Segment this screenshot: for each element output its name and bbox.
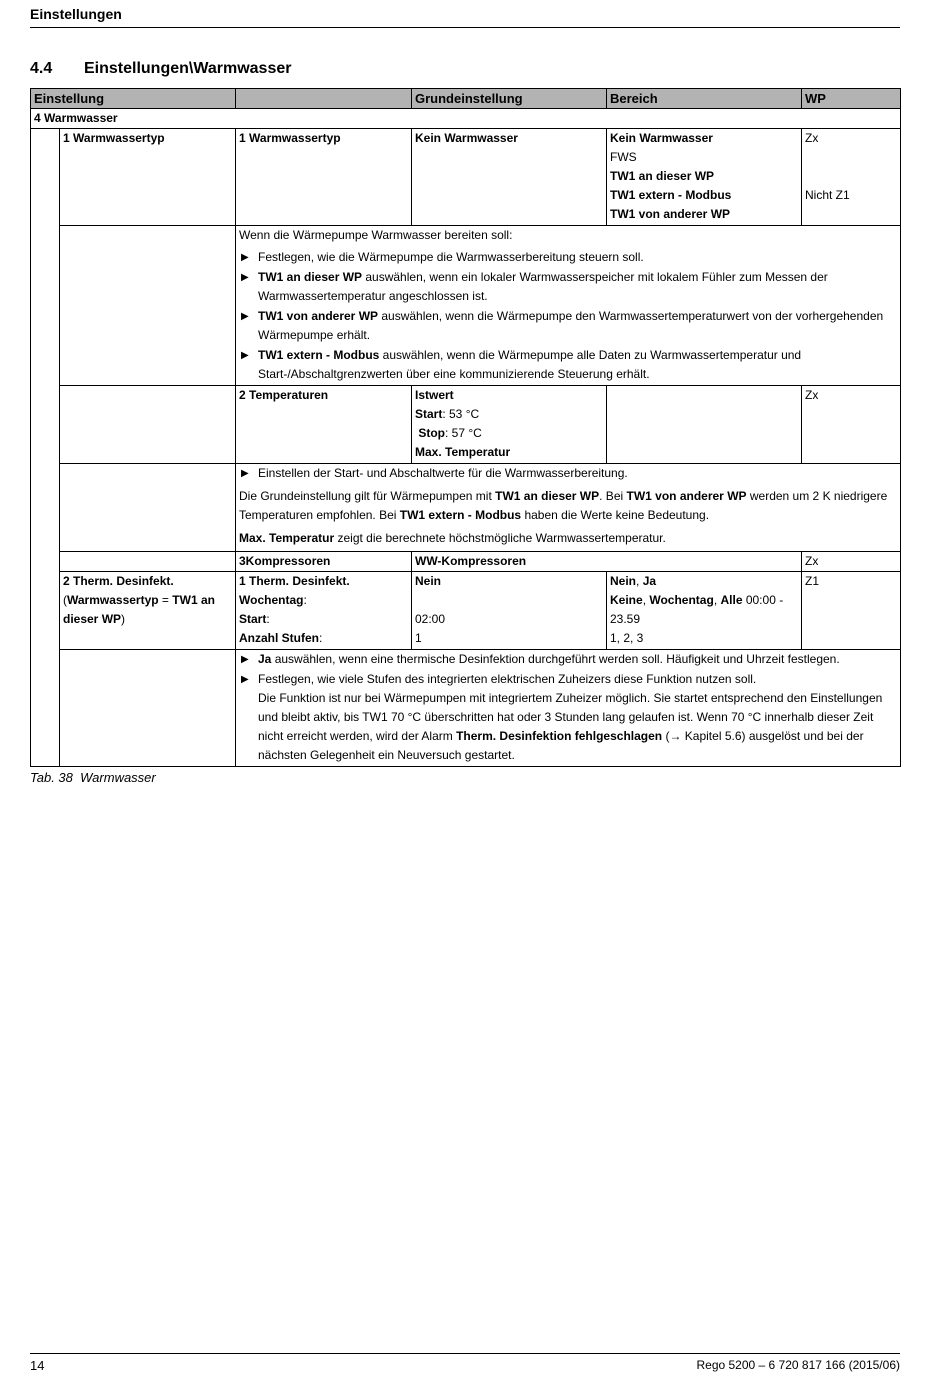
description-paragraph	[239, 487, 897, 525]
para-text: Die Funktion ist nur bei Wärmepumpen mit integriertem Zuheizer möglich. Sie startet entsprechend den Einstellungen und bleibt aktiv, bis TW1 70 °C überschritten hat oder 3 Stunden lang gelaufen ist. Wenn 70 °C innerhalb dieser Zeit nicht erreicht werden, wird der Alarm	[258, 691, 883, 743]
param-label: 1 Therm. Desinfekt.	[239, 574, 350, 588]
section-row	[31, 109, 901, 129]
section-number: 4.4	[30, 60, 53, 77]
range-sep: ,	[713, 593, 721, 607]
bullet-text: Festlegen, wie viele Stufen des integrierten elektrischen Zuheizers diese Funktion nutzen soll.	[258, 672, 757, 686]
empty-cell	[60, 552, 236, 572]
triangle-right-icon: ▶	[241, 350, 249, 361]
param-line: Wochentag:	[239, 593, 307, 607]
triangle-right-icon: ▶	[241, 311, 249, 322]
param-label: Start	[239, 612, 267, 626]
page-header: Einstellungen	[30, 6, 900, 28]
range-item: TW1 extern - Modbus	[610, 188, 732, 202]
indent-cell	[31, 129, 60, 767]
range-sep: ,	[642, 593, 650, 607]
list-item	[239, 307, 897, 345]
para-text: haben die Werte keine Bedeutung.	[521, 508, 710, 522]
wp-therm-desinfekt: Z1	[802, 572, 901, 650]
range-line: 1, 2, 3	[610, 631, 644, 645]
empty-cell	[607, 386, 802, 464]
bullet-text: auswählen, wenn die Wärmepumpe alle Daten zu Warmwassertemperatur und Start-/Abschaltgrenzwerten über eine kommunizierende Steuerung erhält.	[258, 348, 802, 381]
empty-cell	[60, 226, 236, 386]
bullet-text: auswählen, wenn eine thermische Desinfektion durchgeführt werden soll. Häufigkeit und Uhrzeit festlegen.	[271, 652, 840, 666]
wp-kompressoren: Zx	[802, 552, 901, 572]
table-row	[31, 650, 901, 767]
list-item	[239, 670, 897, 765]
paren: (	[63, 593, 67, 607]
bullet-text: auswählen, wenn ein lokaler Warmwasserspeicher mit lokalem Fühler zum Messen der Warmwassertemperatur angeschlossen ist.	[258, 270, 828, 303]
range-item: Kein Warmwasser	[610, 131, 713, 145]
header-bereich: Bereich	[607, 89, 802, 109]
bullet-list	[239, 248, 897, 384]
range-line	[610, 572, 798, 591]
wp-item: Zx	[805, 131, 819, 145]
range-warmwassertyp	[607, 129, 802, 226]
caption-text: Warmwasser	[80, 770, 156, 785]
page-footer	[30, 1353, 900, 1373]
range-bold: Alle	[720, 593, 743, 607]
table-row	[31, 572, 901, 650]
bullet-bold: TW1 an dieser WP	[258, 270, 363, 284]
value-kompressoren: WW-Kompressoren	[412, 552, 802, 572]
start-value: : 53 °C	[442, 407, 480, 421]
para-text: (→ Kapitel 5.6) ausgelöst und bei der nächsten Gelegenheit ein Neuversuch gestartet.	[258, 729, 864, 762]
setting-warmwassertyp: 1 Warmwassertyp	[60, 129, 236, 226]
table-header-row	[31, 89, 901, 109]
description-temperaturen	[236, 464, 901, 552]
table-row	[31, 552, 901, 572]
description-warmwassertyp	[236, 226, 901, 386]
alarm-name: Therm. Desinfektion fehlgeschlagen	[456, 729, 663, 743]
bullet-text: auswählen, wenn die Wärmepumpe den Warmwassertemperaturwert von der vorhergehenden Wärmepumpe erhält.	[258, 309, 884, 342]
triangle-right-icon: ▶	[241, 252, 249, 263]
setting-title: 2 Therm. Desinfekt.	[63, 574, 174, 588]
list-item	[239, 268, 897, 306]
list-item	[239, 248, 897, 267]
range-item: FWS	[610, 150, 637, 164]
section-title	[30, 60, 291, 78]
range-bold: Wochentag	[649, 593, 714, 607]
param-label: Wochentag	[239, 593, 304, 607]
para-bold: TW1 an dieser WP	[495, 489, 600, 503]
istwert-label: Istwert	[415, 388, 454, 402]
triangle-right-icon: ▶	[241, 674, 249, 685]
empty-cell	[60, 386, 236, 464]
para-bold: TW1 von anderer WP	[626, 489, 747, 503]
wp-temperaturen: Zx	[802, 386, 901, 464]
para-text: zeigt die berechnete höchstmögliche Warmwassertemperatur.	[334, 531, 666, 545]
para-text: werden um 2 K niedrigere Temperaturen empfohlen. Bei	[239, 489, 888, 522]
default-value: 1	[415, 631, 422, 645]
table-row	[31, 129, 901, 226]
bullet-bold: Ja	[258, 652, 272, 666]
para-text: . Bei	[599, 489, 627, 503]
max-temperatur-label: Max. Temperatur	[415, 445, 511, 459]
triangle-right-icon: ▶	[241, 272, 249, 283]
empty-cell	[60, 650, 236, 767]
submenu-therm-desinfekt	[236, 572, 412, 650]
submenu-warmwassertyp: 1 Warmwassertyp	[236, 129, 412, 226]
table-row	[31, 386, 901, 464]
wp-warmwassertyp	[802, 129, 901, 226]
stop-line	[415, 424, 603, 443]
description-intro: Wenn die Wärmepumpe Warmwasser bereiten soll:	[239, 228, 513, 242]
param-label: Anzahl Stufen	[239, 631, 319, 645]
stop-value: : 57 °C	[445, 426, 482, 440]
wp-item	[805, 167, 897, 186]
section-label: 4 Warmwasser	[31, 109, 901, 129]
page-number: 14	[30, 1358, 45, 1373]
param-line: Start:	[239, 612, 270, 626]
list-item	[239, 650, 897, 669]
table-row	[31, 464, 901, 552]
equals: =	[158, 593, 173, 607]
para-bold: TW1 extern - Modbus	[399, 508, 522, 522]
bullet-text: Festlegen, wie die Wärmepumpe die Warmwasserbereitung steuern soll.	[258, 250, 644, 264]
range-bold: Keine	[610, 593, 643, 607]
range-line: 23.59	[610, 612, 641, 626]
range-line	[610, 591, 798, 610]
range-item: TW1 an dieser WP	[610, 169, 715, 183]
range-sep: ,	[636, 574, 643, 588]
empty-cell	[60, 464, 236, 552]
default-temperaturen	[412, 386, 607, 464]
condition-value: TW1 an dieser WP	[63, 593, 215, 626]
range-bold: Ja	[642, 574, 657, 588]
table-row	[31, 226, 901, 386]
range-text: 00:00 -	[742, 593, 784, 607]
settings-table	[30, 88, 901, 767]
start-line	[415, 405, 603, 424]
stop-label: Stop	[418, 426, 446, 440]
caption-label: Tab. 38	[30, 770, 73, 785]
description-paragraph	[239, 529, 897, 548]
setting-therm-desinfekt	[60, 572, 236, 650]
para-bold: Max. Temperatur	[239, 531, 335, 545]
condition-key: Warmwassertyp	[67, 593, 159, 607]
wp-item	[805, 148, 897, 167]
default-therm-desinfekt	[412, 572, 607, 650]
header-grundeinstellung: Grundeinstellung	[412, 89, 607, 109]
description-therm-desinfekt	[236, 650, 901, 767]
list-item	[239, 346, 897, 384]
wp-item: Nicht Z1	[805, 188, 850, 202]
triangle-right-icon: ▶	[241, 654, 249, 665]
submenu-kompressoren: 3Kompressoren	[236, 552, 412, 572]
section-name: Einstellungen\Warmwasser	[84, 60, 292, 77]
default-value	[415, 591, 603, 610]
paren: )	[121, 612, 126, 626]
param-line: Anzahl Stufen:	[239, 631, 323, 645]
range-therm-desinfekt	[607, 572, 802, 650]
default-value: Nein	[415, 574, 442, 588]
wp-item	[805, 205, 897, 224]
default-value: 02:00	[415, 612, 446, 626]
bullet-list	[239, 464, 897, 483]
header-wp: WP	[802, 89, 901, 109]
bullet-bold: TW1 extern - Modbus	[258, 348, 380, 362]
table-caption	[30, 770, 156, 785]
header-empty	[236, 89, 412, 109]
bullet-list	[239, 650, 897, 765]
para-text: Die Grundeinstellung gilt für Wärmepumpen mit	[239, 489, 496, 503]
range-item: TW1 von anderer WP	[610, 207, 731, 221]
bullet-bold: TW1 von anderer WP	[258, 309, 379, 323]
submenu-temperaturen: 2 Temperaturen	[236, 386, 412, 464]
header-einstellung: Einstellung	[31, 89, 236, 109]
list-item	[239, 464, 897, 483]
start-label: Start	[415, 407, 443, 421]
bullet-text: Einstellen der Start- und Abschaltwerte für die Warmwasserbereitung.	[258, 466, 628, 480]
triangle-right-icon: ▶	[241, 468, 249, 479]
range-bold: Nein	[610, 574, 637, 588]
document-id: Rego 5200 – 6 720 817 166 (2015/06)	[696, 1358, 900, 1372]
default-warmwassertyp: Kein Warmwasser	[412, 129, 607, 226]
